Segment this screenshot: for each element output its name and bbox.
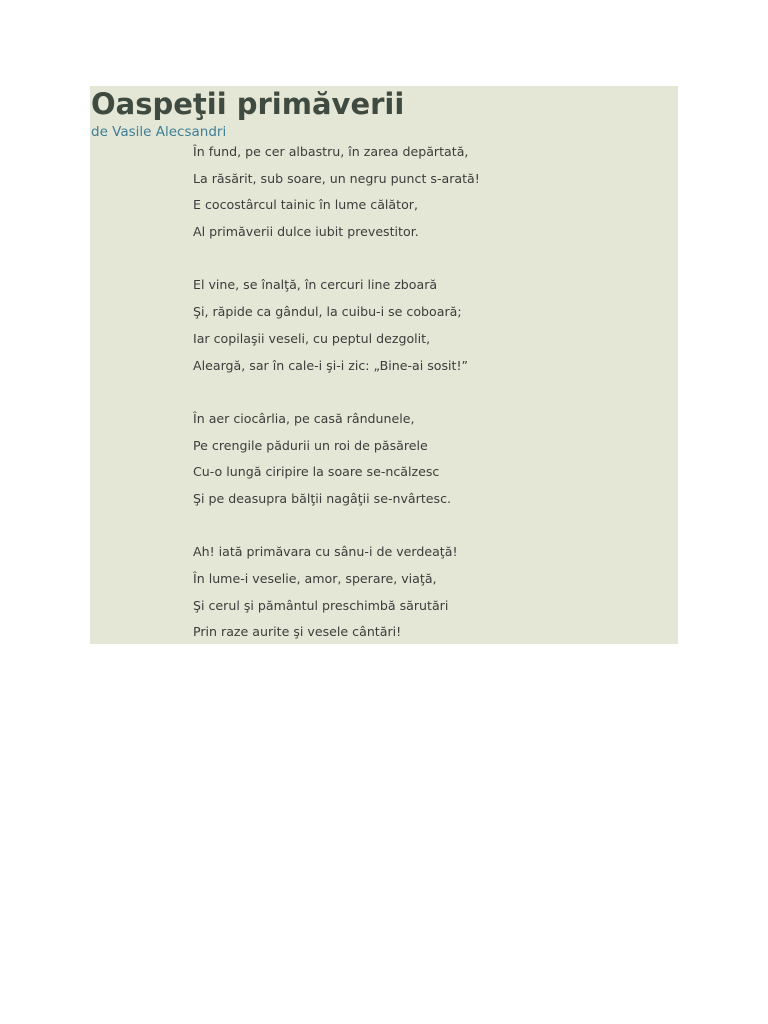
verse-line: Prin raze aurite şi vesele cântări!: [193, 624, 402, 640]
verse-line: Ah! iată primăvara cu sânu-i de verdeaţă!: [193, 544, 458, 560]
stanza-4: [193, 542, 480, 649]
verse-line: Cu-o lungă ciripire la soare se-ncălzesc: [193, 464, 440, 480]
verse-line: Şi cerul şi pământul preschimbă sărutări: [193, 597, 449, 613]
verse-line: În fund, pe cer albastru, în zarea depărtată,: [193, 144, 469, 159]
verse-line: E cocostârcul tainic în lume călător,: [193, 197, 418, 213]
poem-author: de Vasile Alecsandri: [91, 124, 227, 140]
verse-line: Pe crengile pădurii un roi de păsărele: [193, 437, 428, 453]
verse-line: Aleargă, sar în cale-i şi-i zic: „Bine-ai sosit!”: [193, 357, 469, 373]
poem-panel: [90, 86, 678, 644]
verse-line: Şi, răpide ca gândul, la cuibu-i se coboară;: [193, 304, 462, 320]
verse-line: În aer ciocârlia, pe casă rândunele,: [193, 410, 415, 426]
poem-title: Oaspeţii primăverii: [91, 87, 405, 121]
stanza-1: [193, 142, 480, 249]
stanza-3: [193, 409, 480, 516]
verse-line: În lume-i veselie, amor, sperare, viaţă,: [193, 571, 437, 586]
verse-line: La răsărit, sub soare, un negru punct s-arată!: [193, 170, 480, 186]
verse-line: Al primăverii dulce iubit prevestitor.: [193, 224, 419, 240]
verse-line: Iar copilaşii veseli, cu peptul dezgolit,: [193, 330, 431, 346]
stanza-2: [193, 275, 480, 382]
poem-body: [193, 142, 480, 676]
verse-line: El vine, se înalţă, în cercuri line zboară: [193, 277, 438, 293]
verse-line: Şi pe deasupra bălţii nagâţii se-nvârtesc.: [193, 490, 451, 506]
